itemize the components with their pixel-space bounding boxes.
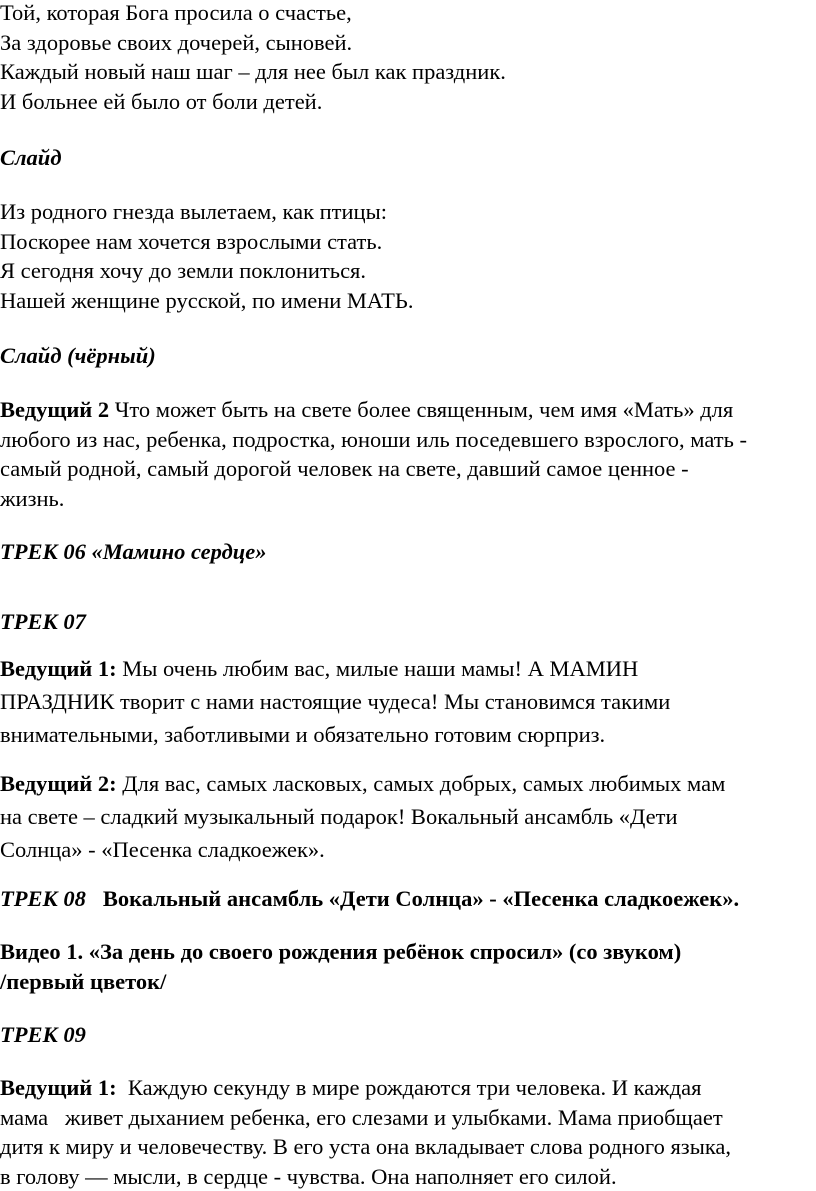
host-1-paragraph-2 xyxy=(0,1073,812,1191)
poem-line: Из родного гнезда вылетаем, как птицы: xyxy=(0,197,812,227)
track-06-heading: ТРЕК 06 «Мамино сердце» xyxy=(0,537,812,567)
host-2-paragraph-1 xyxy=(0,395,812,513)
poem-line: Я сегодня хочу до земли поклониться. xyxy=(0,256,812,286)
video-line: /первый цветок/ xyxy=(0,967,812,997)
video-1-heading xyxy=(0,937,812,996)
paragraph-text: на свете – сладкий музыкальный подарок! Вокальный ансамбль «Дети xyxy=(0,800,812,833)
paragraph-text: Каждую секунду в мире рождаются три человека. И каждая xyxy=(117,1075,702,1100)
poem-line: Поскорее нам хочется взрослыми стать. xyxy=(0,227,812,257)
paragraph-text: Солнца» - «Песенка сладкоежек». xyxy=(0,833,812,866)
poem-stanza-1 xyxy=(0,0,812,116)
host-1-paragraph-1 xyxy=(0,652,812,751)
paragraph-text: любого из нас, ребенка, подростка, юноши иль поседевшего взрослого, мать - xyxy=(0,425,812,455)
poem-stanza-2 xyxy=(0,197,812,315)
paragraph-text: Мы очень любим вас, милые наши мамы! А МАМИН xyxy=(117,656,639,681)
paragraph-text: в голову — мысли, в сердце - чувства. Она наполняет его силой. xyxy=(0,1162,812,1191)
speaker-label: Ведущий 1: xyxy=(0,1075,117,1100)
paragraph-text: Что может быть на свете более священным, чем имя «Мать» для xyxy=(109,397,733,422)
speaker-label: Ведущий 1: xyxy=(0,656,117,681)
paragraph-text: жизнь. xyxy=(0,484,812,514)
paragraph-text: мама живет дыханием ребенка, его слезами и улыбками. Мама приобщает xyxy=(0,1103,812,1133)
track-08-title: Вокальный ансамбль «Дети Солнца» - «Песенка сладкоежек». xyxy=(103,886,739,911)
paragraph-text: самый родной, самый дорогой человек на свете, давший самое ценное - xyxy=(0,454,812,484)
slide-heading-1: Слайд xyxy=(0,143,812,173)
paragraph-text: Для вас, самых ласковых, самых добрых, самых любимых мам xyxy=(117,771,726,796)
host-2-paragraph-2 xyxy=(0,767,812,866)
slide-heading-2: Слайд (чёрный) xyxy=(0,341,812,371)
track-08-label: ТРЕК 08 xyxy=(0,886,86,911)
poem-line: И больнее ей было от боли детей. xyxy=(0,87,812,117)
speaker-label: Ведущий 2: xyxy=(0,771,117,796)
paragraph-text: ПРАЗДНИК творит с нами настоящие чудеса! Мы становимся такими xyxy=(0,685,812,718)
paragraph-text: дитя к миру и человечеству. В его уста она вкладывает слова родного языка, xyxy=(0,1132,812,1162)
paragraph-text: внимательными, заботливыми и обязательно готовим сюрприз. xyxy=(0,718,812,751)
video-line: Видео 1. «За день до своего рождения ребёнок спросил» (со звуком) xyxy=(0,937,812,967)
poem-line: Каждый новый наш шаг – для нее был как праздник. xyxy=(0,57,812,87)
track-09-heading: ТРЕК 09 xyxy=(0,1020,812,1050)
speaker-label: Ведущий 2 xyxy=(0,397,109,422)
track-07-heading: ТРЕК 07 xyxy=(0,607,812,637)
poem-line: Нашей женщине русской, по имени МАТЬ. xyxy=(0,286,812,316)
track-08-heading xyxy=(0,884,812,914)
poem-line: Той, которая Бога просила о счастье, xyxy=(0,0,812,28)
poem-line: За здоровье своих дочерей, сыновей. xyxy=(0,28,812,58)
